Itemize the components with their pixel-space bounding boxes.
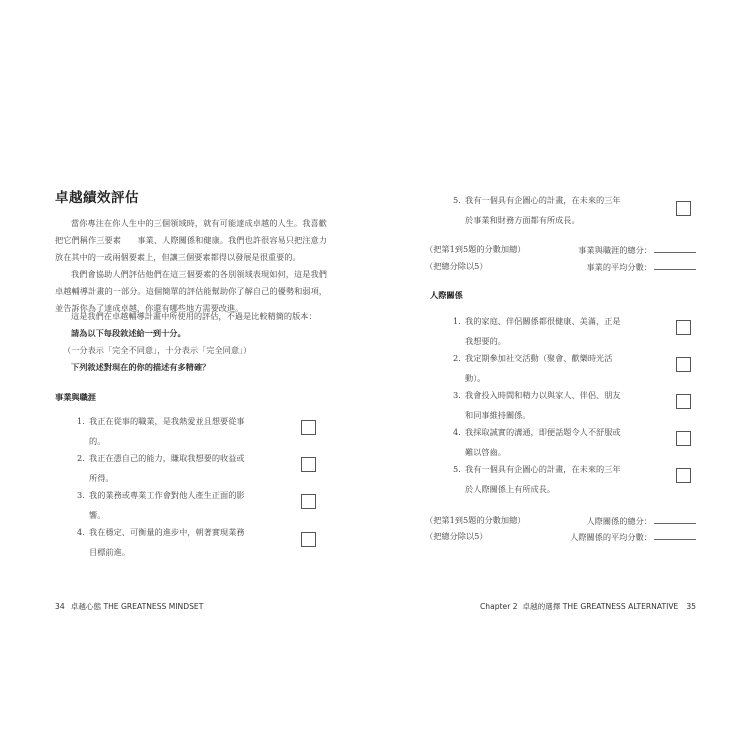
career-average-blank[interactable]	[654, 260, 696, 270]
relationship-sum-instruction: （把第1到5題的分數加總）	[425, 515, 526, 525]
intro-paragraph-3: 這是我們在卓越輔導計畫中所使用的評估，不過是比較精簡的版本：	[71, 311, 317, 321]
section-heading-relationships: 人際關係	[430, 290, 463, 300]
intro-paragraph-1: 當你專注在你人生中的三個領域時，就有可能達成卓越的人生。我喜歡把它們稱作三要素 事業、人際關係和健康。我們也許很容易只把注意力放在其中的一或兩個要素上，但讓三個要素都得以發展是很重要的。	[55, 218, 327, 262]
career-q2-score-box[interactable]	[301, 457, 316, 472]
career-total-field	[578, 243, 696, 256]
career-question-1	[77, 411, 245, 451]
question-text-line-2: 響。	[89, 510, 106, 520]
question-text-line-1: 我的家庭、伴侶關係都很健康、美滿，正是	[465, 316, 621, 326]
chapter-label: Chapter 2	[479, 602, 518, 611]
question-number: 1.	[77, 416, 85, 426]
question-text-line-2: 難以啓齒。	[465, 447, 506, 457]
career-average-label: 事業的平均分數：	[586, 262, 652, 272]
instruction-1: 請為以下每段敘述給一到十分。	[71, 328, 186, 338]
question-text-line-1: 我有一個具有企圖心的計畫，在未來的三年	[465, 464, 621, 474]
relationship-question-1	[453, 311, 621, 351]
question-text-line-1: 我正在從事的職業，是我熱愛並且想要從事	[89, 416, 245, 426]
career-q5-score-box[interactable]	[676, 201, 691, 216]
instruction-3: 下列敘述對現在的你的描述有多精確？	[71, 362, 211, 372]
relationship-total-field	[586, 514, 696, 527]
career-average-field	[586, 260, 696, 273]
relationship-q1-score-box[interactable]	[676, 320, 691, 335]
section-heading-career: 事業與職涯	[55, 392, 96, 402]
question-text-line-1: 我正在憑自己的能力，賺取我想要的收益或	[89, 453, 245, 463]
question-number: 3.	[77, 490, 85, 500]
relationship-average-label: 人際關係的平均分數：	[570, 532, 652, 542]
career-sum-instruction: （把第1到5題的分數加總）	[425, 244, 526, 254]
page-number: 35	[686, 602, 696, 611]
question-number: 2.	[77, 453, 85, 463]
career-total-label: 事業與職涯的總分：	[578, 245, 652, 255]
career-total-blank[interactable]	[654, 243, 696, 253]
relationship-question-2	[453, 348, 612, 388]
relationship-q4-score-box[interactable]	[676, 431, 691, 446]
question-text-line-1: 我在穩定、可衡量的進步中，朝著實現業務	[89, 527, 245, 537]
page-title: 卓越績效評估	[55, 190, 139, 206]
question-number: 2.	[453, 353, 461, 363]
running-title: 卓越的選擇 THE GREATNESS ALTERNATIVE	[522, 602, 679, 611]
question-number: 5.	[453, 464, 461, 474]
relationship-question-3	[453, 385, 621, 425]
question-number: 5.	[453, 195, 461, 205]
question-text-line-2: 於人際關係上有所成長。	[465, 484, 556, 494]
relationship-question-5	[453, 459, 621, 499]
page-number: 34	[55, 602, 65, 611]
question-text-line-1: 我定期參加社交活動（聚會、歡樂時光活	[465, 353, 613, 363]
relationship-average-instruction: （把總分除以5）	[425, 531, 488, 541]
question-text-line-1: 我有一個具有企圖心的計畫，在未來的三年	[465, 195, 621, 205]
career-question-4	[77, 522, 245, 562]
career-average-instruction: （把總分除以5）	[425, 261, 488, 271]
running-title: 卓越心態 THE GREATNESS MINDSET	[70, 602, 204, 611]
left-footer	[55, 601, 203, 612]
relationship-average-blank[interactable]	[654, 530, 696, 540]
career-q1-score-box[interactable]	[301, 420, 316, 435]
question-text-line-2: 所得。	[89, 473, 114, 483]
career-question-5	[453, 190, 621, 230]
question-text-line-2: 和同事維持關係。	[465, 410, 531, 420]
relationship-question-4	[453, 422, 621, 462]
question-text-line-2: 動）。	[465, 373, 486, 383]
question-text-line-1: 我採取誠實的溝通，即便話題令人不舒服或	[465, 427, 621, 437]
question-number: 3.	[453, 390, 461, 400]
question-text-line-1: 我會投入時間和精力以與家人、伴侶、朋友	[465, 390, 621, 400]
relationship-average-field	[570, 530, 696, 543]
career-question-3	[77, 485, 245, 525]
relationship-q2-score-box[interactable]	[676, 357, 691, 372]
question-text-line-2: 我想要的。	[465, 336, 506, 346]
question-text-line-2: 的。	[89, 436, 106, 446]
question-text-line-1: 我的業務或專業工作會對他人產生正面的影	[89, 490, 245, 500]
career-q3-score-box[interactable]	[301, 494, 316, 509]
relationship-q5-score-box[interactable]	[676, 468, 691, 483]
question-number: 4.	[77, 527, 85, 537]
career-q4-score-box[interactable]	[301, 532, 316, 547]
career-question-2	[77, 448, 245, 488]
question-text-line-2: 於事業和財務方面都有所成長。	[465, 215, 580, 225]
instruction-2: （一分表示「完全不同意」，十分表示「完全同意」）	[63, 345, 252, 355]
question-number: 4.	[453, 427, 461, 437]
relationship-total-label: 人際關係的總分：	[586, 516, 652, 526]
relationship-total-blank[interactable]	[654, 514, 696, 524]
question-text-line-2: 目標前進。	[89, 547, 130, 557]
question-number: 1.	[453, 316, 461, 326]
right-footer	[480, 601, 696, 612]
right-page	[375, 0, 750, 750]
relationship-q3-score-box[interactable]	[676, 394, 691, 409]
intro-paragraph-2: 我們會協助人們評估他們在這三個要素的各別領域表現如何，這是我們卓越輔導計畫的一部分。這個簡單的評估能幫助你了解自己的優勢和弱項，並告訴你為了達成卓越，你還有哪些地方需要改進。	[55, 269, 327, 313]
